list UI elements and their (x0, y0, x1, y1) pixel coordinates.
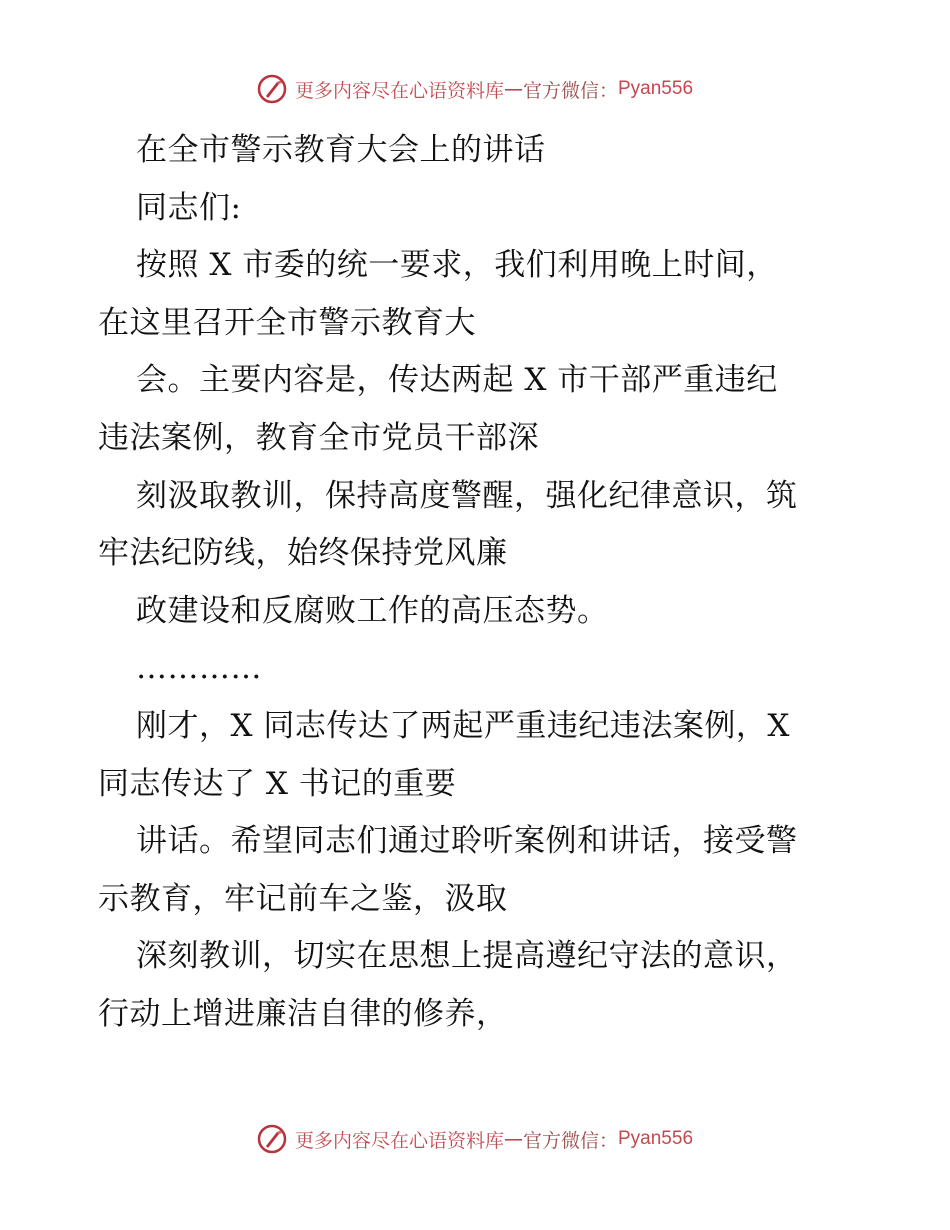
banner-separator: — (503, 1128, 523, 1150)
paragraph-line: 牢法纪防线，始终保持党风廉 (98, 535, 508, 572)
banner-separator: — (503, 78, 523, 100)
document-body (98, 122, 858, 1044)
banner-wechat-label: 官方微信： (522, 1129, 618, 1152)
paragraph-line: 刻汲取教训，保持高度警醒，强化纪律意识，筑 (136, 477, 798, 514)
ellipsis-line: ………… (136, 650, 262, 687)
paragraph-line: 刚才，X 同志传达了两起严重违纪违法案例，X (136, 707, 790, 744)
paragraph-line: 政建设和反腐败工作的高压态势。 (136, 592, 609, 629)
paragraph-line: 深刻教训，切实在思想上提高遵纪守法的意识， (136, 938, 798, 975)
salutation: 同志们: (136, 189, 242, 226)
paragraph-line: 行动上增进廉洁自律的修养， (98, 995, 508, 1032)
banner-wechat-id: Pyan556 (618, 1128, 694, 1149)
header-banner (0, 74, 950, 104)
paragraph-line: 会。主要内容是，传达两起 X 市干部严重违纪 (136, 362, 778, 399)
quill-logo-icon (257, 1124, 287, 1154)
paragraph-line: 违法案例，教育全市党员干部深 (98, 419, 539, 456)
document-title: 在全市警示教育大会上的讲话 (136, 132, 546, 168)
paragraph-line: 按照 X 市委的统一要求，我们利用晚上时间， (136, 247, 778, 284)
banner-brand-text: 更多内容尽在心语资料库 (294, 79, 504, 102)
banner-wechat-id: Pyan556 (618, 78, 694, 99)
paragraph-line: 讲话。希望同志们通过聆听案例和讲话，接受警 (136, 823, 798, 860)
paragraph-line: 在这里召开全市警示教育大 (98, 304, 476, 341)
paragraph-line: 示教育，牢记前车之鉴，汲取 (98, 880, 508, 917)
banner-wechat-label: 官方微信： (522, 79, 618, 102)
quill-logo-icon (257, 74, 287, 104)
paragraph-line: 同志传达了 X 书记的重要 (98, 765, 457, 802)
banner-brand-text: 更多内容尽在心语资料库 (294, 1129, 504, 1152)
footer-banner (0, 1124, 950, 1154)
